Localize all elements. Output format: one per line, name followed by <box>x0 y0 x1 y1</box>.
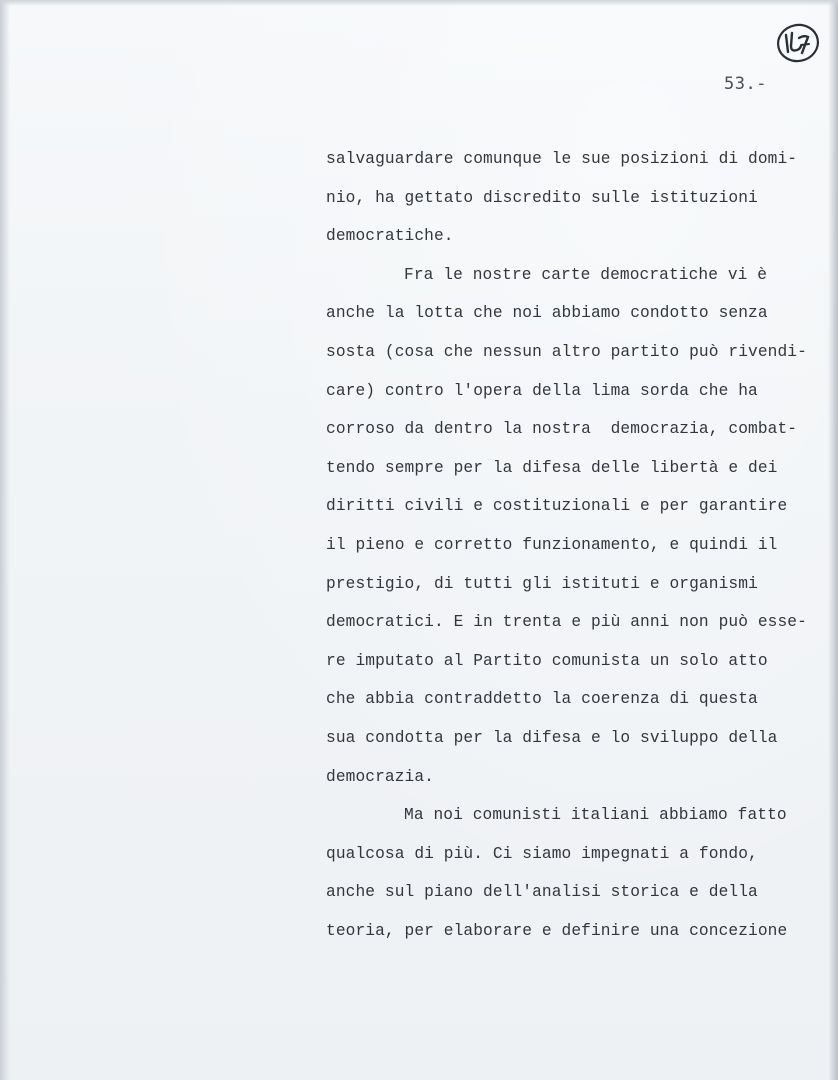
text-line: democrazia. <box>326 767 434 786</box>
text-line: il pieno e corretto funzionamento, e quindi il <box>326 535 778 554</box>
page-number: 53.- <box>724 74 767 94</box>
text-line: che abbia contraddetto la coerenza di questa <box>326 690 758 709</box>
text-line: Fra le nostre carte democratiche vi è <box>404 265 768 284</box>
text-line: sua condotta per la difesa e lo sviluppo della <box>326 728 778 747</box>
text-line: anche sul piano dell'analisi storica e della <box>326 883 758 902</box>
text-line: Ma noi comunisti italiani abbiamo fatto <box>404 806 787 825</box>
text-line: nio, ha gettato discredito sulle istituzioni <box>326 188 758 207</box>
text-line: corroso da dentro la nostra democrazia, combat- <box>326 420 798 439</box>
text-line: diritti civili e costituzionali e per garantire <box>326 497 788 516</box>
scan-edge-left <box>0 0 10 1080</box>
text-line: democratiche. <box>326 227 454 246</box>
text-line: sosta (cosa che nessun altro partito può rivendi- <box>326 342 807 361</box>
text-line: teoria, per elaborare e definire una concezione <box>326 921 788 940</box>
scan-edge-top <box>0 0 838 6</box>
text-line: prestigio, di tutti gli istituti e organismi <box>326 574 758 593</box>
text-line: anche la lotta che noi abbiamo condotto senza <box>326 304 768 323</box>
text-line: re imputato al Partito comunista un solo atto <box>326 651 768 670</box>
handwritten-folio-stamp <box>775 22 821 64</box>
text-line: tendo sempre per la difesa delle libertà e dei <box>326 458 778 477</box>
text-line: democratici. E in trenta e più anni non può esse- <box>326 613 807 632</box>
scan-edge-right <box>828 0 838 1080</box>
text-line: qualcosa di più. Ci siamo impegnati a fondo, <box>326 844 758 863</box>
text-line: salvaguardare comunque le sue posizioni di domi- <box>326 150 798 168</box>
body-text <box>326 140 807 950</box>
text-line: care) contro l'opera della lima sorda che ha <box>326 381 758 400</box>
